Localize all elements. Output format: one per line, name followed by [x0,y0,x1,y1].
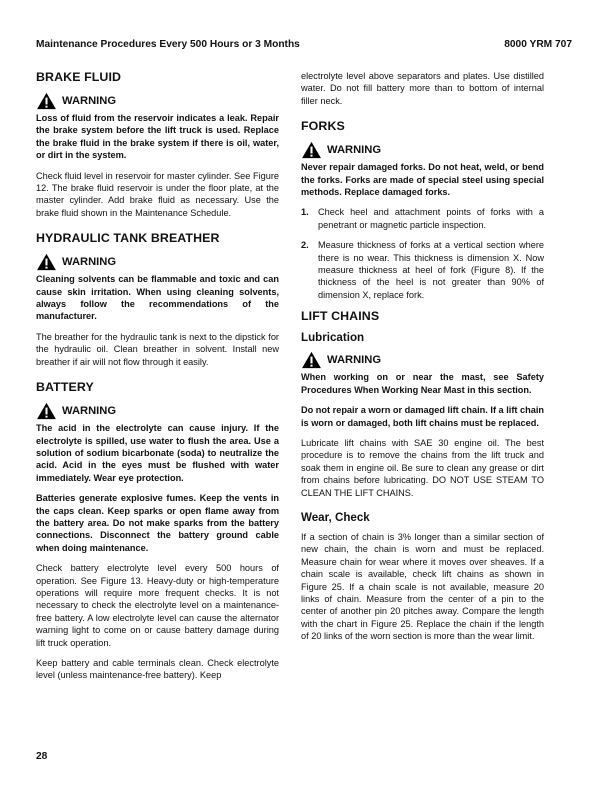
list-item [301,206,544,231]
section-title-hydraulic-tank-breather: HYDRAULIC TANK BREATHER [36,231,220,246]
page-header-title: Maintenance Procedures Every 500 Hours or 3 Months [36,39,300,50]
warning-triangle-icon [36,253,57,271]
warning-triangle-icon [301,351,322,369]
warning-triangle-icon [36,402,57,420]
warning-label: WARNING [62,256,117,269]
left-column [36,70,279,690]
section-title-battery: BATTERY [36,380,94,395]
warning-triangle-icon [36,92,57,110]
list-item [301,239,544,301]
section-title-forks: FORKS [301,119,345,134]
page-header-doc-id: 8000 YRM 707 [504,39,572,50]
battery-warning-text: The acid in the electrolyte can cause injury. If the electrolyte is spilled, use water to flush the area. Use a solution of sodium bicarbonate (soda) to neutralize the acid. Acid in the eyes must be flushed with water immediately. Wear eye protection. [36,423,279,483]
forks-warning-text: Never repair damaged forks. Do not heat, weld, or bend the forks. Forks are made of special steel using special methods. Replace damaged forks. [301,162,544,198]
step-text: Measure thickness of forks at a vertical section where there is no wear. This thickness is dimension X. Now measure thickness at heel of fork (Figure 8). If the thickness of the heel is not greater than 90% of dimension X, replace fork. [318,240,544,300]
section-title-brake-fluid: BRAKE FLUID [36,70,122,84]
section-title-lift-chains: LIFT CHAINS [301,309,380,324]
subsection-title-wear-check: Wear, Check [301,510,370,524]
chains-warning-text-2: Do not repair a worn or damaged lift chain. If a lift chain is worn or damaged, both lift chains must be replaced. [301,405,544,428]
warning-label: WARNING [62,95,117,107]
subsection-title-lubrication: Lubrication [301,331,365,345]
lubrication-body-text: Lubricate lift chains with SAE 30 engine oil. The best procedure is to remove the chains from the lift truck and soak them in engine oil. Be sure to clean any grease or dirt from chains before lubricating. DO NOT USE STEAM TO CLEAN THE LIFT CHAINS. [301,437,544,498]
warning-heading [36,253,279,271]
brake-body-text: Check fluid level in reservoir for master cylinder. See Figure 12. The brake fluid reservoir is under the floor plate, at the master cylinder. Add brake fluid as necessary. Use the brake fluid shown in the Maintenance Schedule. [36,170,279,218]
warning-label: WARNING [327,144,382,157]
warning-heading [36,92,279,110]
battery-body-text-2: Keep battery and cable terminals clean. Check electrolyte level (unless maintenance-free battery). Keep [36,658,279,681]
warning-triangle-icon [301,141,322,159]
step-text: Check heel and attachment points of forks with a penetrant or magnetic particle inspection. [318,207,544,230]
warning-heading [301,351,544,369]
hydraulic-body-text: The breather for the hydraulic tank is next to the dipstick for the hydraulic oil. Clean breather in solvent. Install new breather if air will not flow through it easily. [36,331,279,367]
page-number: 28 [36,751,48,762]
step-number: 2. [301,240,309,251]
hydraulic-warning-text: Cleaning solvents can be flammable and toxic and can cause skin irritation. When using cleaning solvents, always follow the recommendations of the manufacturer. [36,274,279,322]
wear-check-body-text: If a section of chain is 3% longer than a similar section of new chain, the chain is worn and must be replaced. Measure chain for wear where it moves over sheaves. If a chain scale is available, check lift chains as shown in Figure 25. If a chain scale is not available, measure 20 links of chain. Measure from the center of a pin to the center of another pin 20 pitches away. Compare the length with the chart in Figure 25. Replace the chain if the length of 20 links of the worn section is more than the wear limit. [301,531,544,642]
battery-continued-text: electrolyte level above separators and plates. Use distilled water. Do not fill battery more than to bottom of internal filler neck. [301,71,544,106]
right-column [301,70,544,651]
step-number: 1. [301,207,309,218]
forks-steps-list [301,206,544,301]
battery-warning-text-2: Batteries generate explosive fumes. Keep the vents in the caps clean. Keep sparks or open flame away from the battery area. Do not make sparks from the battery connections. Disconnect the battery ground cable when doing maintenance. [36,493,279,553]
brake-warning-text: Loss of fluid from the reservoir indicates a leak. Repair the brake system before the lift truck is used. Replace the brake fluid in the brake system if there is oil, water, or dirt in the system. [36,113,279,161]
warning-heading [36,402,279,420]
battery-body-text-1: Check battery electrolyte level every 500 hours of operation. See Figure 13. Heavy-duty or high-temperature operations will require more frequent checks. It is not necessary to check the electrolyte level on a maintenance-free battery. A low electrolyte level can cause the alternator warning light to come on or cause battery damage during lift truck operation. [36,563,279,648]
chains-warning-text: When working on or near the mast, see Safety Procedures When Working Near Mast in this section. [301,372,544,395]
warning-heading [301,141,544,159]
warning-label: WARNING [62,405,117,418]
warning-label: WARNING [327,354,382,367]
